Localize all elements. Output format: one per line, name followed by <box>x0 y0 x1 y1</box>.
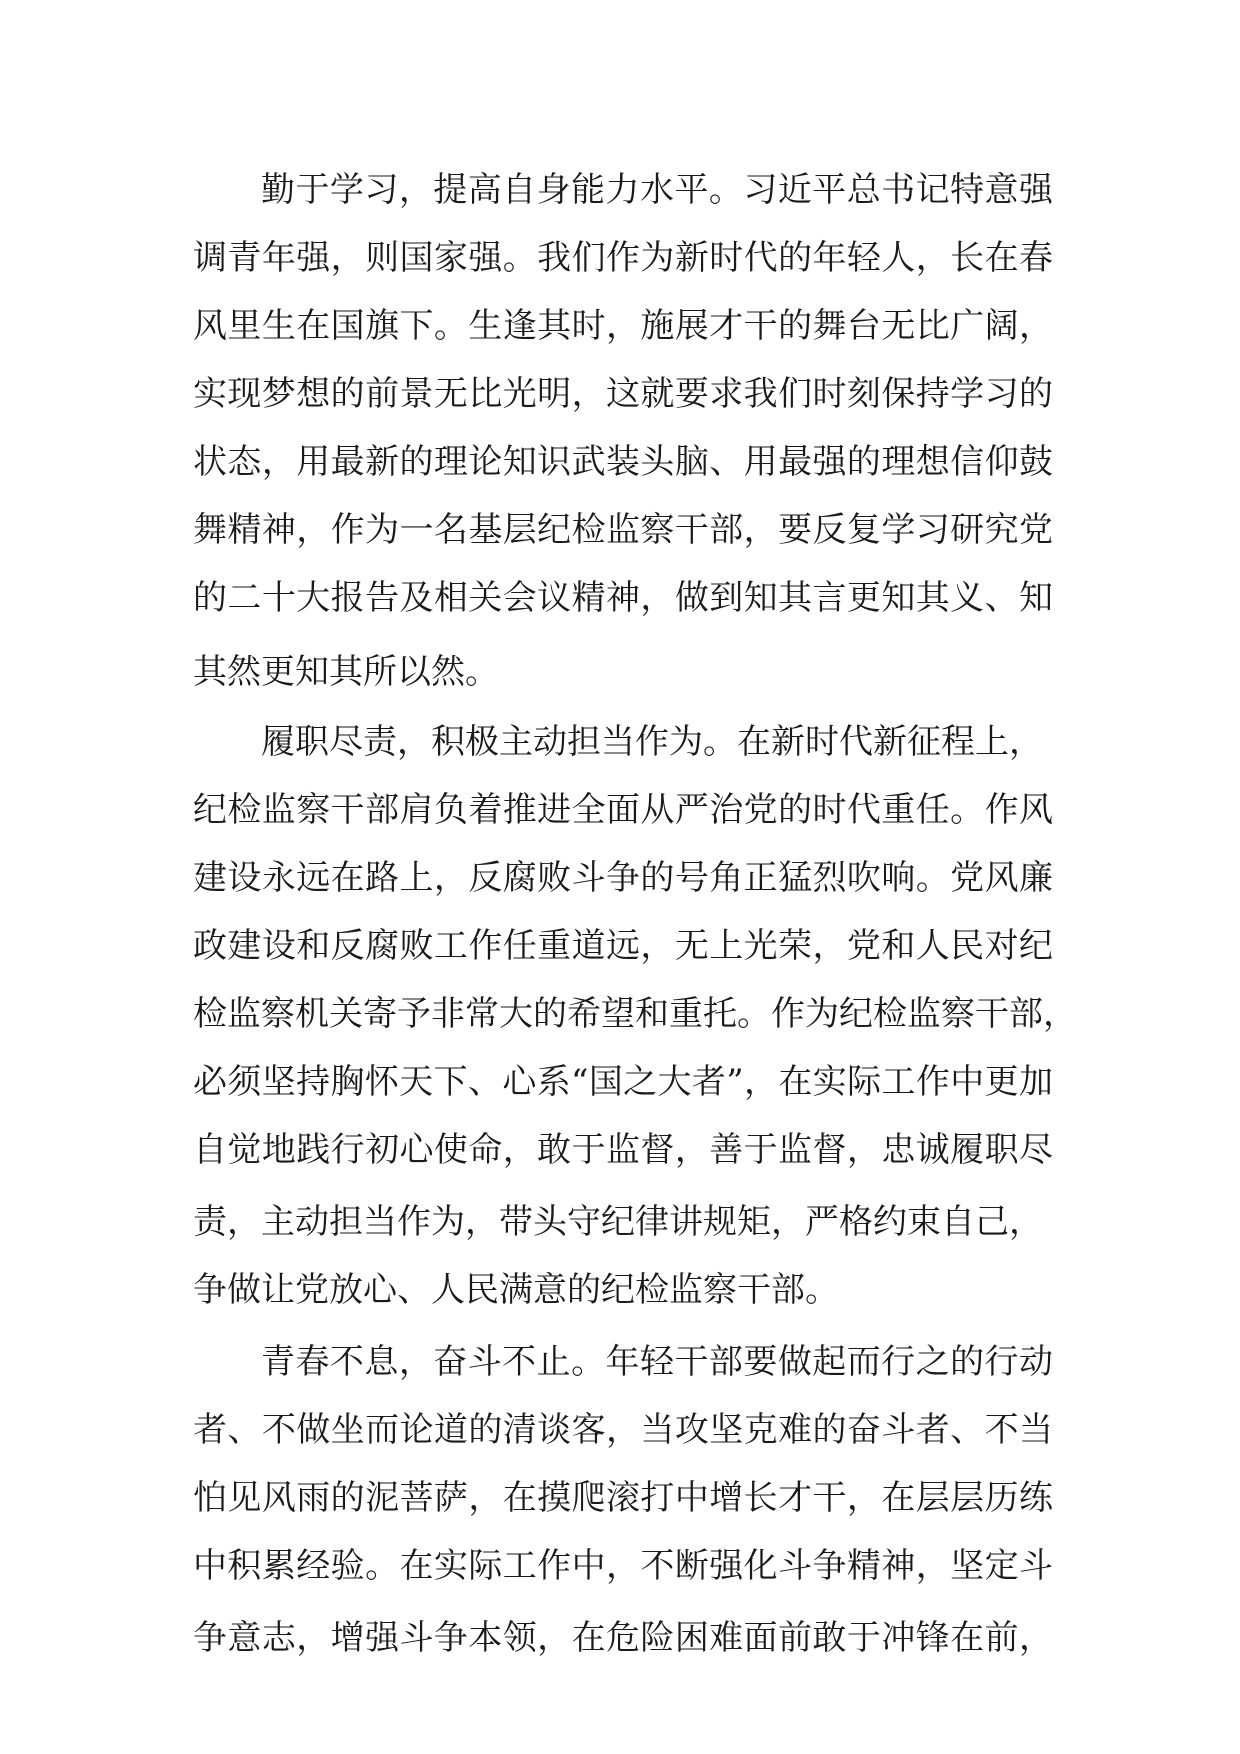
paragraph-1-line-7: 的二十大报告及相关会议精神，做到知其言更知其义、知 <box>193 578 1053 618</box>
paragraph-1-line-8: 其然更知其所以然。 <box>193 652 499 692</box>
paragraph-2-line-1: 履职尽责，积极主动担当作为。在新时代新征程上， <box>261 722 1043 762</box>
paragraph-1-line-5: 状态，用最新的理论知识武装头脑、用最强的理想信仰鼓 <box>193 442 1053 482</box>
paragraph-3-line-5: 争意志，增强斗争本领，在危险困难面前敢于冲锋在前， <box>193 1618 1053 1658</box>
paragraph-1-line-2: 调青年强，则国家强。我们作为新时代的年轻人，长在春 <box>193 238 1053 278</box>
paragraph-2-line-3: 建设永远在路上，反腐败斗争的号角正猛烈吹响。党风廉 <box>193 858 1053 898</box>
paragraph-2-line-2: 纪检监察干部肩负着推进全面从严治党的时代重任。作风 <box>193 790 1053 830</box>
paragraph-1-line-1: 勤于学习，提高自身能力水平。习近平总书记特意强 <box>261 170 1053 210</box>
paragraph-2-line-8: 责，主动担当作为，带头守纪律讲规矩，严格约束自己， <box>193 1202 1043 1242</box>
paragraph-2-line-9: 争做让党放心、人民满意的纪检监察干部。 <box>193 1270 839 1310</box>
paragraph-2-line-5: 检监察机关寄予非常大的希望和重托。作为纪检监察干部， <box>193 994 1077 1034</box>
paragraph-1-line-3: 风里生在国旗下。生逢其时，施展才干的舞台无比广阔， <box>193 306 1053 346</box>
paragraph-3-line-2: 者、不做坐而论道的清谈客，当攻坚克难的奋斗者、不当 <box>193 1410 1053 1450</box>
paragraph-3-line-3: 怕见风雨的泥菩萨，在摸爬滚打中增长才干，在层层历练 <box>193 1478 1053 1518</box>
paragraph-2-line-6: 必须坚持胸怀天下、心系“国之大者”，在实际工作中更加 <box>193 1062 1053 1102</box>
paragraph-1-line-6: 舞精神，作为一名基层纪检监察干部，要反复学习研究党 <box>193 510 1053 550</box>
paragraph-2-line-7: 自觉地践行初心使命，敢于监督，善于监督，忠诚履职尽 <box>193 1130 1053 1170</box>
paragraph-3-line-1: 青春不息，奋斗不止。年轻干部要做起而行之的行动 <box>261 1342 1053 1382</box>
paragraph-1-line-4: 实现梦想的前景无比光明，这就要求我们时刻保持学习的 <box>193 374 1053 414</box>
paragraph-3-line-4: 中积累经验。在实际工作中，不断强化斗争精神，坚定斗 <box>193 1546 1053 1586</box>
paragraph-2-line-4: 政建设和反腐败工作任重道远，无上光荣，党和人民对纪 <box>193 926 1053 966</box>
